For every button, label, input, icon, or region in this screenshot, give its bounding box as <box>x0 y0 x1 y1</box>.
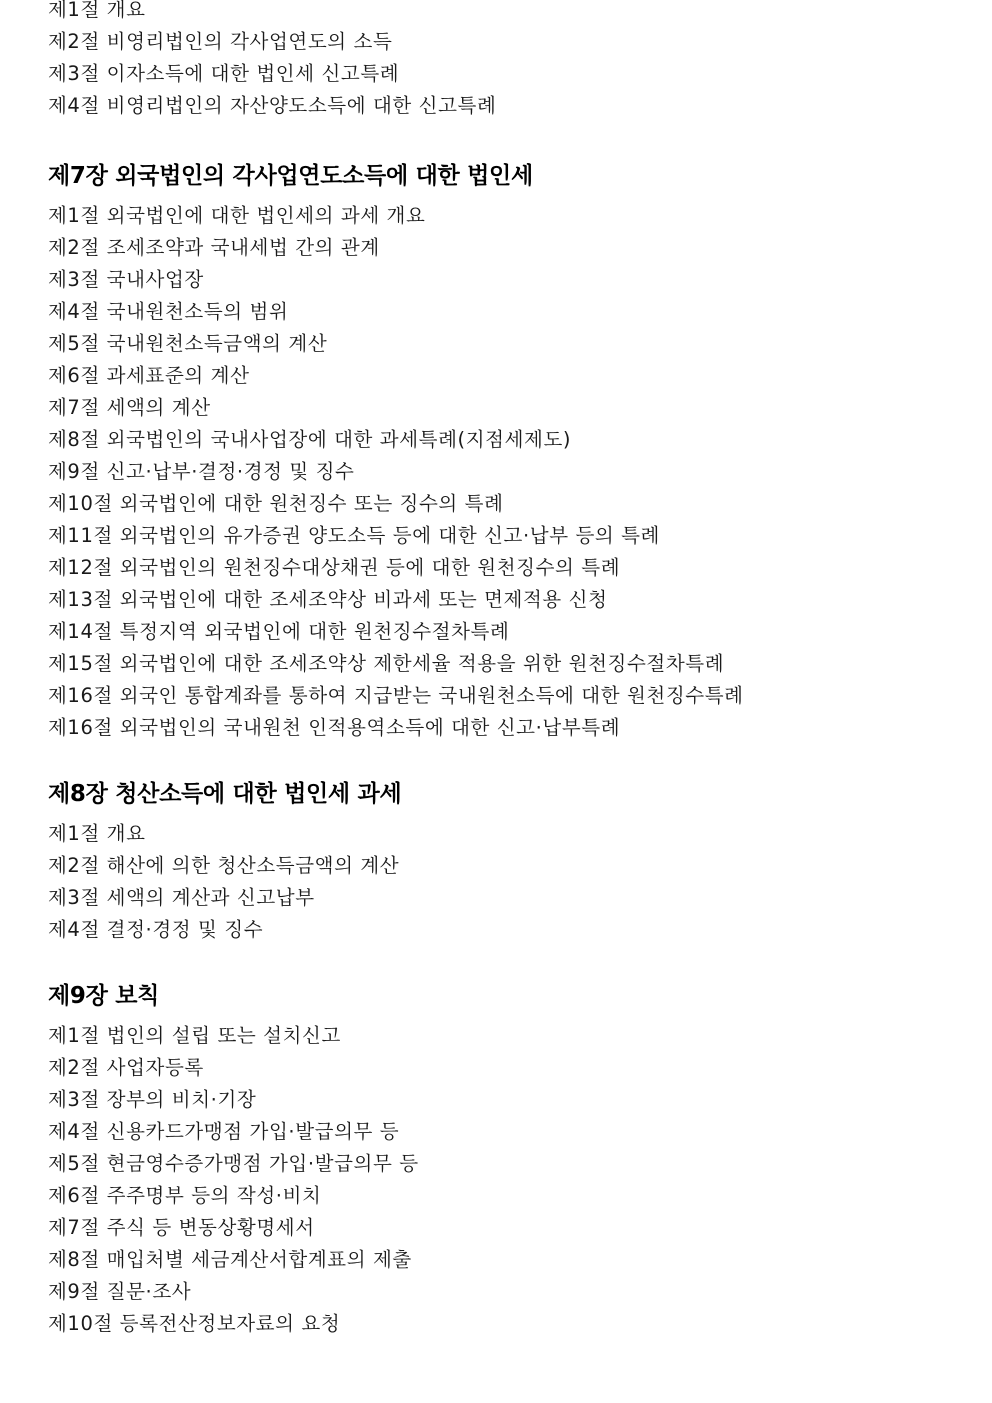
chapter-title-8: 제8장 청산소득에 대한 법인세 과세 <box>48 781 402 807</box>
section-item: 제6절 주주명부 등의 작성·비치 <box>48 1184 322 1207</box>
top-section-list <box>48 0 968 122</box>
section-item: 제13절 외국법인에 대한 조세조약상 비과세 또는 면제적용 신청 <box>48 588 608 611</box>
section-item: 제3절 이자소득에 대한 법인세 신고특례 <box>48 62 400 85</box>
chapter-8-section-list <box>48 818 968 946</box>
section-item: 제3절 국내사업장 <box>48 268 204 291</box>
section-item: 제15절 외국법인에 대한 조세조약상 제한세율 적용을 위한 원천징수절차특례 <box>48 652 725 675</box>
section-item: 제5절 현금영수증가맹점 가입·발급의무 등 <box>48 1152 419 1175</box>
section-item: 제11절 외국법인의 유가증권 양도소득 등에 대한 신고·납부 등의 특례 <box>48 524 660 547</box>
section-item: 제16절 외국법인의 국내원천 인적용역소득에 대한 신고·납부특례 <box>48 716 621 739</box>
section-item: 제3절 장부의 비치·기장 <box>48 1088 257 1111</box>
chapter-9-section-list <box>48 1020 968 1340</box>
section-item: 제6절 과세표준의 계산 <box>48 364 250 387</box>
section-item: 제7절 주식 등 변동상황명세서 <box>48 1216 315 1239</box>
section-item: 제2절 사업자등록 <box>48 1056 204 1079</box>
table-of-contents <box>48 0 968 1340</box>
section-item: 제8절 외국법인의 국내사업장에 대한 과세특례(지점세제도) <box>48 428 572 451</box>
section-item: 제3절 세액의 계산과 신고납부 <box>48 886 315 909</box>
section-item: 제2절 비영리법인의 각사업연도의 소득 <box>48 30 393 53</box>
section-item: 제4절 국내원천소득의 범위 <box>48 300 289 323</box>
section-item: 제7절 세액의 계산 <box>48 396 211 419</box>
section-item: 제4절 결정·경정 및 징수 <box>48 918 264 941</box>
section-item: 제16절 외국인 통합계좌를 통하여 지급받는 국내원천소득에 대한 원천징수특례 <box>48 684 744 707</box>
section-item: 제2절 해산에 의한 청산소득금액의 계산 <box>48 854 400 877</box>
section-item: 제4절 신용카드가맹점 가입·발급의무 등 <box>48 1120 400 1143</box>
section-item: 제9절 신고·납부·결정·경정 및 징수 <box>48 460 355 483</box>
section-item: 제1절 법인의 설립 또는 설치신고 <box>48 1024 341 1047</box>
section-item: 제8절 매입처별 세금계산서합계표의 제출 <box>48 1248 412 1271</box>
section-item: 제2절 조세조약과 국내세법 간의 관계 <box>48 236 380 259</box>
chapter-7-section-list <box>48 200 968 744</box>
section-item: 제9절 질문·조사 <box>48 1280 192 1303</box>
section-item: 제14절 특정지역 외국법인에 대한 원천징수절차특례 <box>48 620 510 643</box>
section-item: 제10절 외국법인에 대한 원천징수 또는 징수의 특례 <box>48 492 504 515</box>
section-item: 제1절 개요 <box>48 0 146 21</box>
section-item: 제1절 개요 <box>48 822 146 845</box>
chapter-title-9: 제9장 보칙 <box>48 983 160 1009</box>
section-item: 제10절 등록전산정보자료의 요청 <box>48 1312 341 1335</box>
chapter-title-7: 제7장 외국법인의 각사업연도소득에 대한 법인세 <box>48 163 533 189</box>
section-item: 제1절 외국법인에 대한 법인세의 과세 개요 <box>48 204 426 227</box>
section-item: 제4절 비영리법인의 자산양도소득에 대한 신고특례 <box>48 94 497 117</box>
section-item: 제5절 국내원천소득금액의 계산 <box>48 332 328 355</box>
section-item: 제12절 외국법인의 원천징수대상채권 등에 대한 원천징수의 특례 <box>48 556 621 579</box>
